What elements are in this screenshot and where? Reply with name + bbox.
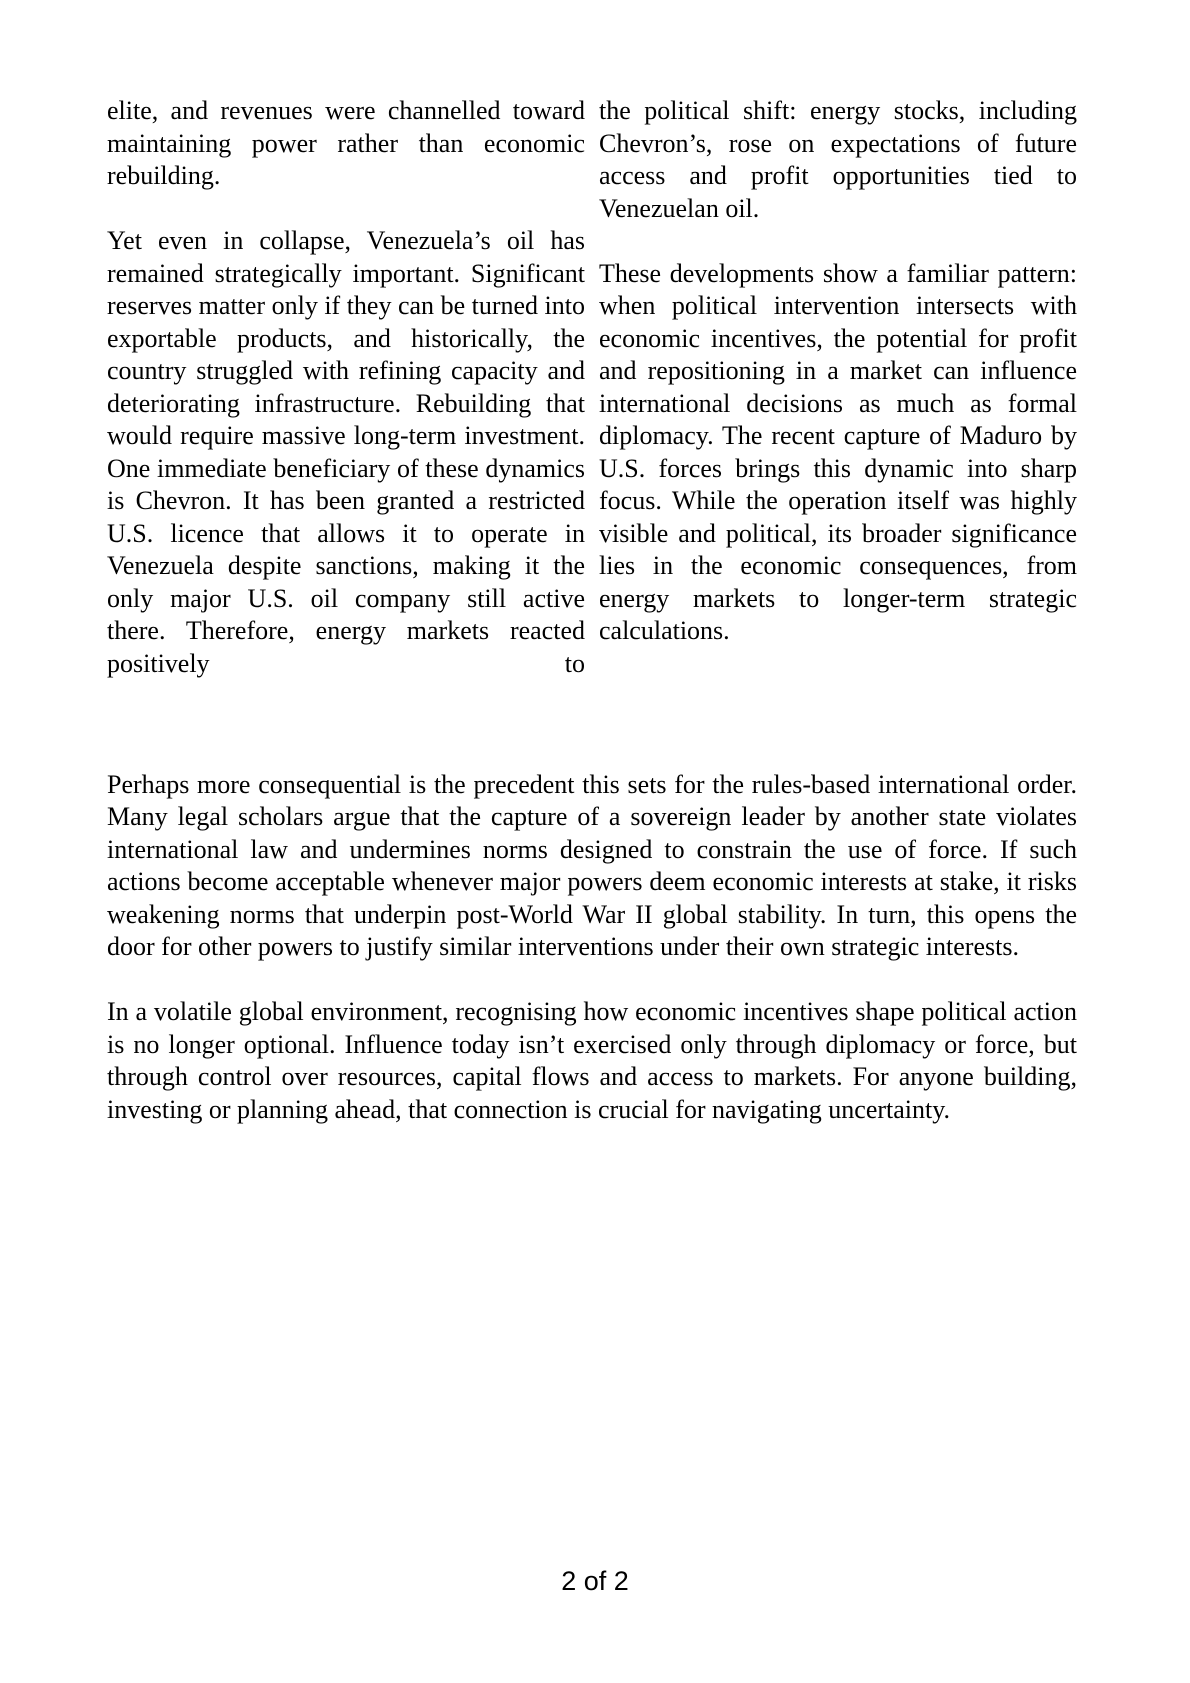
paragraph: Yet even in collapse, Venezuela’s oil has remained strategically important. Significant reserves matter only if they can be turned into exportable products, and historically, the country struggled with refining capacity and deteriorating infrastructure. Rebuilding that would require massive long-term investment. One immediate beneficiary of these dynamics is Chevron. It has been granted a restricted U.S. licence that allows it to operate in Venezuela despite sanctions, making it the only major U.S. oil company still active there. Therefore, energy markets reacted positively to bbox=[107, 226, 585, 678]
right-column bbox=[599, 95, 1077, 713]
page-content bbox=[107, 95, 1077, 1159]
paragraph: In a volatile global environment, recognising how economic incentives shape political action is no longer optional. Influence today isn’t exercised only through diplomacy or force, but through control over resources, capital flows and access to markets. For anyone building, investing or planning ahead, that connection is crucial for navigating uncertainty. bbox=[107, 997, 1077, 1124]
paragraph: elite, and revenues were channelled toward maintaining power rather than economic rebuilding. bbox=[107, 96, 585, 190]
paragraph: Perhaps more consequential is the precedent this sets for the rules-based international order. Many legal scholars argue that the capture of a sovereign leader by another state violates international law and undermines norms designed to constrain the use of force. If such actions become acceptable whenever major powers deem economic interests at stake, it risks weakening norms that underpin post-World War II global stability. In turn, this opens the door for other powers to justify similar interventions under their own strategic interests. bbox=[107, 769, 1077, 961]
paragraph: These developments show a familiar pattern: when political intervention intersects with economic incentives, the potential for profit and repositioning in a market can influence international decisions as much as formal diplomacy. The recent capture of Maduro by U.S. forces brings this dynamic into sharp focus. While the operation itself was highly visible and political, its broader significance lies in the economic consequences, from energy markets to longer-term strategic calculations. bbox=[599, 258, 1077, 645]
two-column-section bbox=[107, 95, 1077, 713]
paragraph: the political shift: energy stocks, including Chevron’s, rose on expectations of future access and profit opportunities tied to Venezuelan oil. bbox=[599, 96, 1077, 223]
full-width-section bbox=[107, 769, 1077, 1127]
page-number: 2 of 2 bbox=[561, 1566, 629, 1596]
left-column bbox=[107, 95, 585, 713]
